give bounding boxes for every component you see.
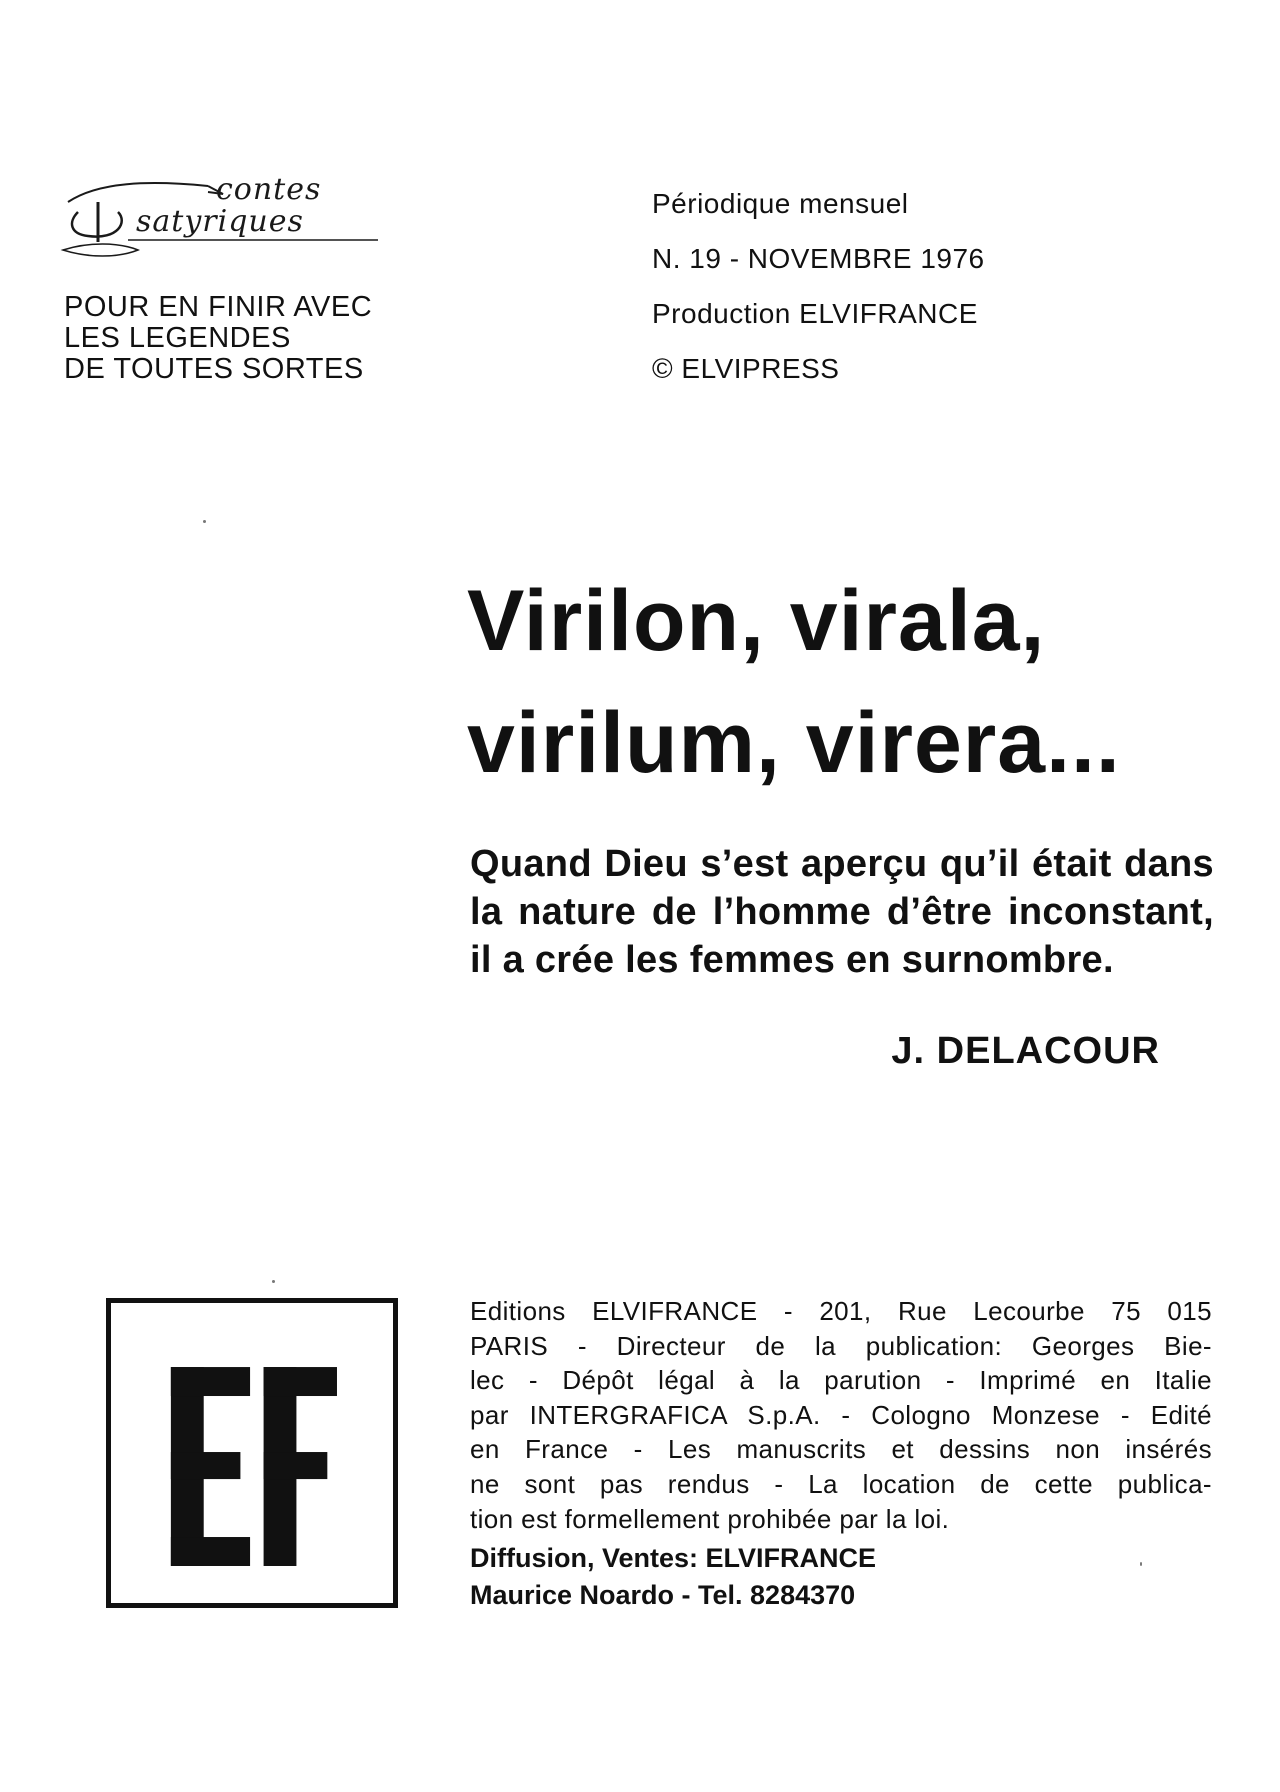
imprint-line: lec - Dépôt légal à la parution - Imprimé en Italie <box>470 1365 1212 1396</box>
logo-word-satyriques: satyriques <box>136 204 304 239</box>
periodicity: Périodique mensuel <box>652 188 909 219</box>
story-title <box>467 560 1227 804</box>
imprint-line: tion est formellement prohibée par la loi. <box>470 1503 950 1534</box>
print-speck <box>1140 1562 1142 1566</box>
logo-word-contes: contes <box>216 172 322 207</box>
contact-line: Maurice Noardo - Tel. 8284370 <box>470 1580 856 1610</box>
copyright: © ELVIPRESS <box>652 353 840 384</box>
imprint-line: Editions ELVIFRANCE - 201, Rue Lecourbe 75 015 <box>470 1296 1212 1326</box>
ef-logo-box <box>106 1298 398 1608</box>
imprint-line: en France - Les manuscrits et dessins non insérés <box>470 1434 1212 1465</box>
tagline-line: DE TOUTES SORTES <box>64 353 364 385</box>
title-line-1: Virilon, virala, <box>467 573 1046 669</box>
print-speck <box>272 1280 275 1283</box>
epigraph-author: J. DELACOUR <box>891 1030 1160 1072</box>
diffusion-line: Diffusion, Ventes: ELVIFRANCE <box>470 1543 877 1573</box>
production: Production ELVIFRANCE <box>652 298 978 329</box>
series-logo <box>58 172 388 268</box>
distribution-info <box>470 1540 990 1614</box>
ef-logo-icon <box>111 1303 393 1603</box>
issue-number: N. 19 - NOVEMBRE 1976 <box>652 243 985 274</box>
tagline-line: LES LEGENDES <box>64 322 291 354</box>
print-speck <box>203 520 206 523</box>
tagline <box>64 292 424 385</box>
imprint-text <box>470 1294 1212 1536</box>
title-line-2: virilum, virera... <box>467 695 1121 791</box>
imprint-line: PARIS - Directeur de la publication: Georges Bie- <box>470 1330 1212 1361</box>
epigraph-quote: Quand Dieu s’est aperçu qu’il était dans la nature de l’homme d’être inconstant, il a crée les femmes en surnombre. <box>470 843 1214 981</box>
publication-info <box>652 190 1172 410</box>
imprint-line: ne sont pas rendus - La location de cette publica- <box>470 1468 1212 1499</box>
imprint-line: par INTERGRAFICA S.p.A. - Cologno Monzese - Edité <box>470 1399 1212 1430</box>
tagline-line: POUR EN FINIR AVEC <box>64 291 373 323</box>
